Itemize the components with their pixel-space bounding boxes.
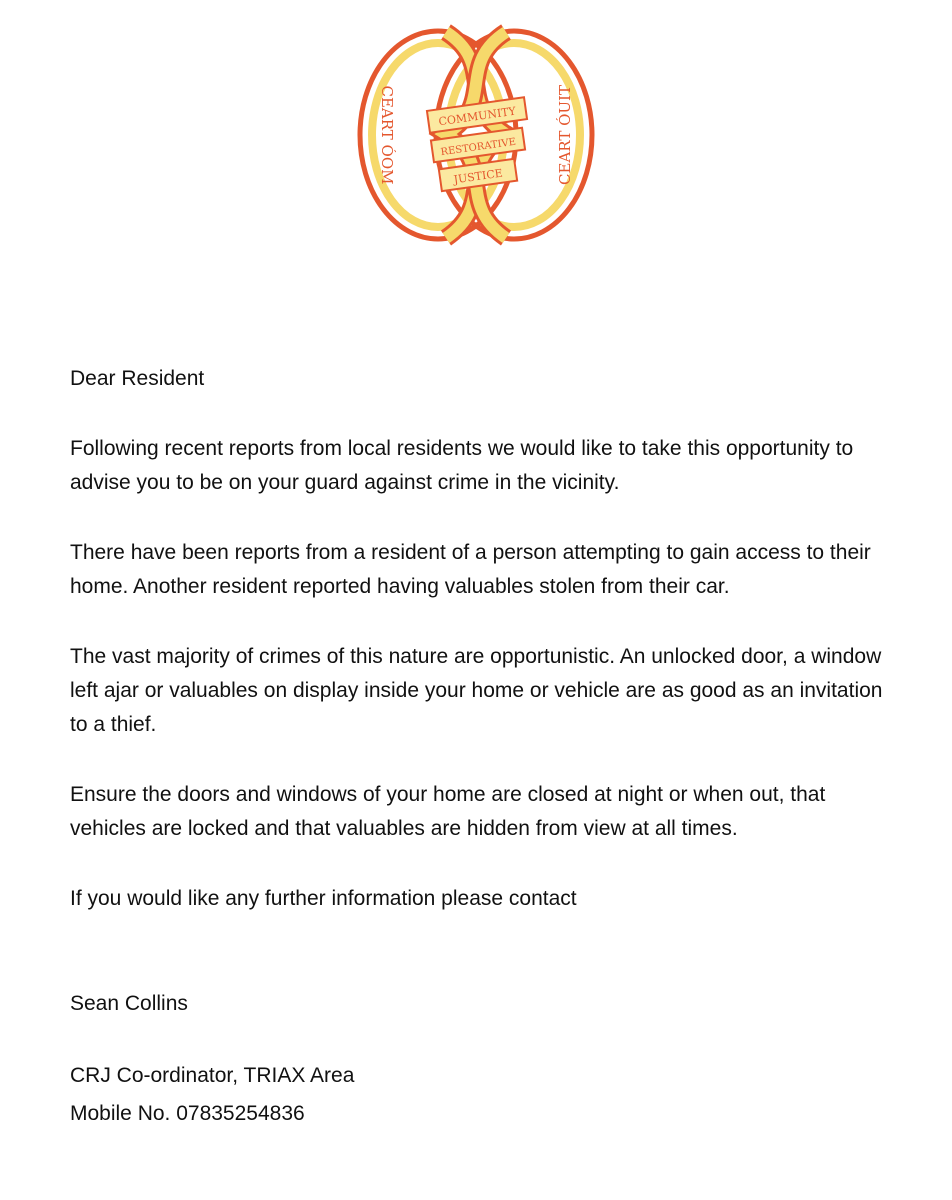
ribbon-word-restorative: RESTORATIVE <box>439 136 517 159</box>
left-arc-text: CEART ÓOM <box>378 85 396 185</box>
salutation: Dear Resident <box>70 367 205 390</box>
logo-emblem <box>356 24 596 246</box>
paragraph-advice: Ensure the doors and windows of your home are closed at night or when out, that vehicles are locked and that valuables are hidden from view at all times. <box>70 783 826 840</box>
letter-body <box>70 362 900 1131</box>
contact-line: If you would like any further information please contact <box>70 887 577 910</box>
signer-mobile: Mobile No. 07835254836 <box>70 1102 305 1125</box>
community-restorative-justice-logo <box>356 24 596 246</box>
right-arc-text: CEART ÓUIT <box>556 85 574 185</box>
paragraph-incidents: There have been reports from a resident of a person attempting to gain access to their home. Another resident reported having valuables stolen from their car. <box>70 541 871 598</box>
ribbon-word-community: COMMUNITY <box>437 104 517 129</box>
signer-name: Sean Collins <box>70 992 188 1015</box>
ribbon-word-justice: JUSTICE <box>452 166 504 187</box>
paragraph-reports: Following recent reports from local residents we would like to take this opportunity to advise you to be on your guard against crime in the vicinity. <box>70 437 854 494</box>
paragraph-opportunistic: The vast majority of crimes of this nature are opportunistic. An unlocked door, a window left ajar or valuables on display inside your home or vehicle are as good as an invitation to a thief. <box>70 645 883 736</box>
signer-role: CRJ Co-ordinator, TRIAX Area <box>70 1064 355 1087</box>
